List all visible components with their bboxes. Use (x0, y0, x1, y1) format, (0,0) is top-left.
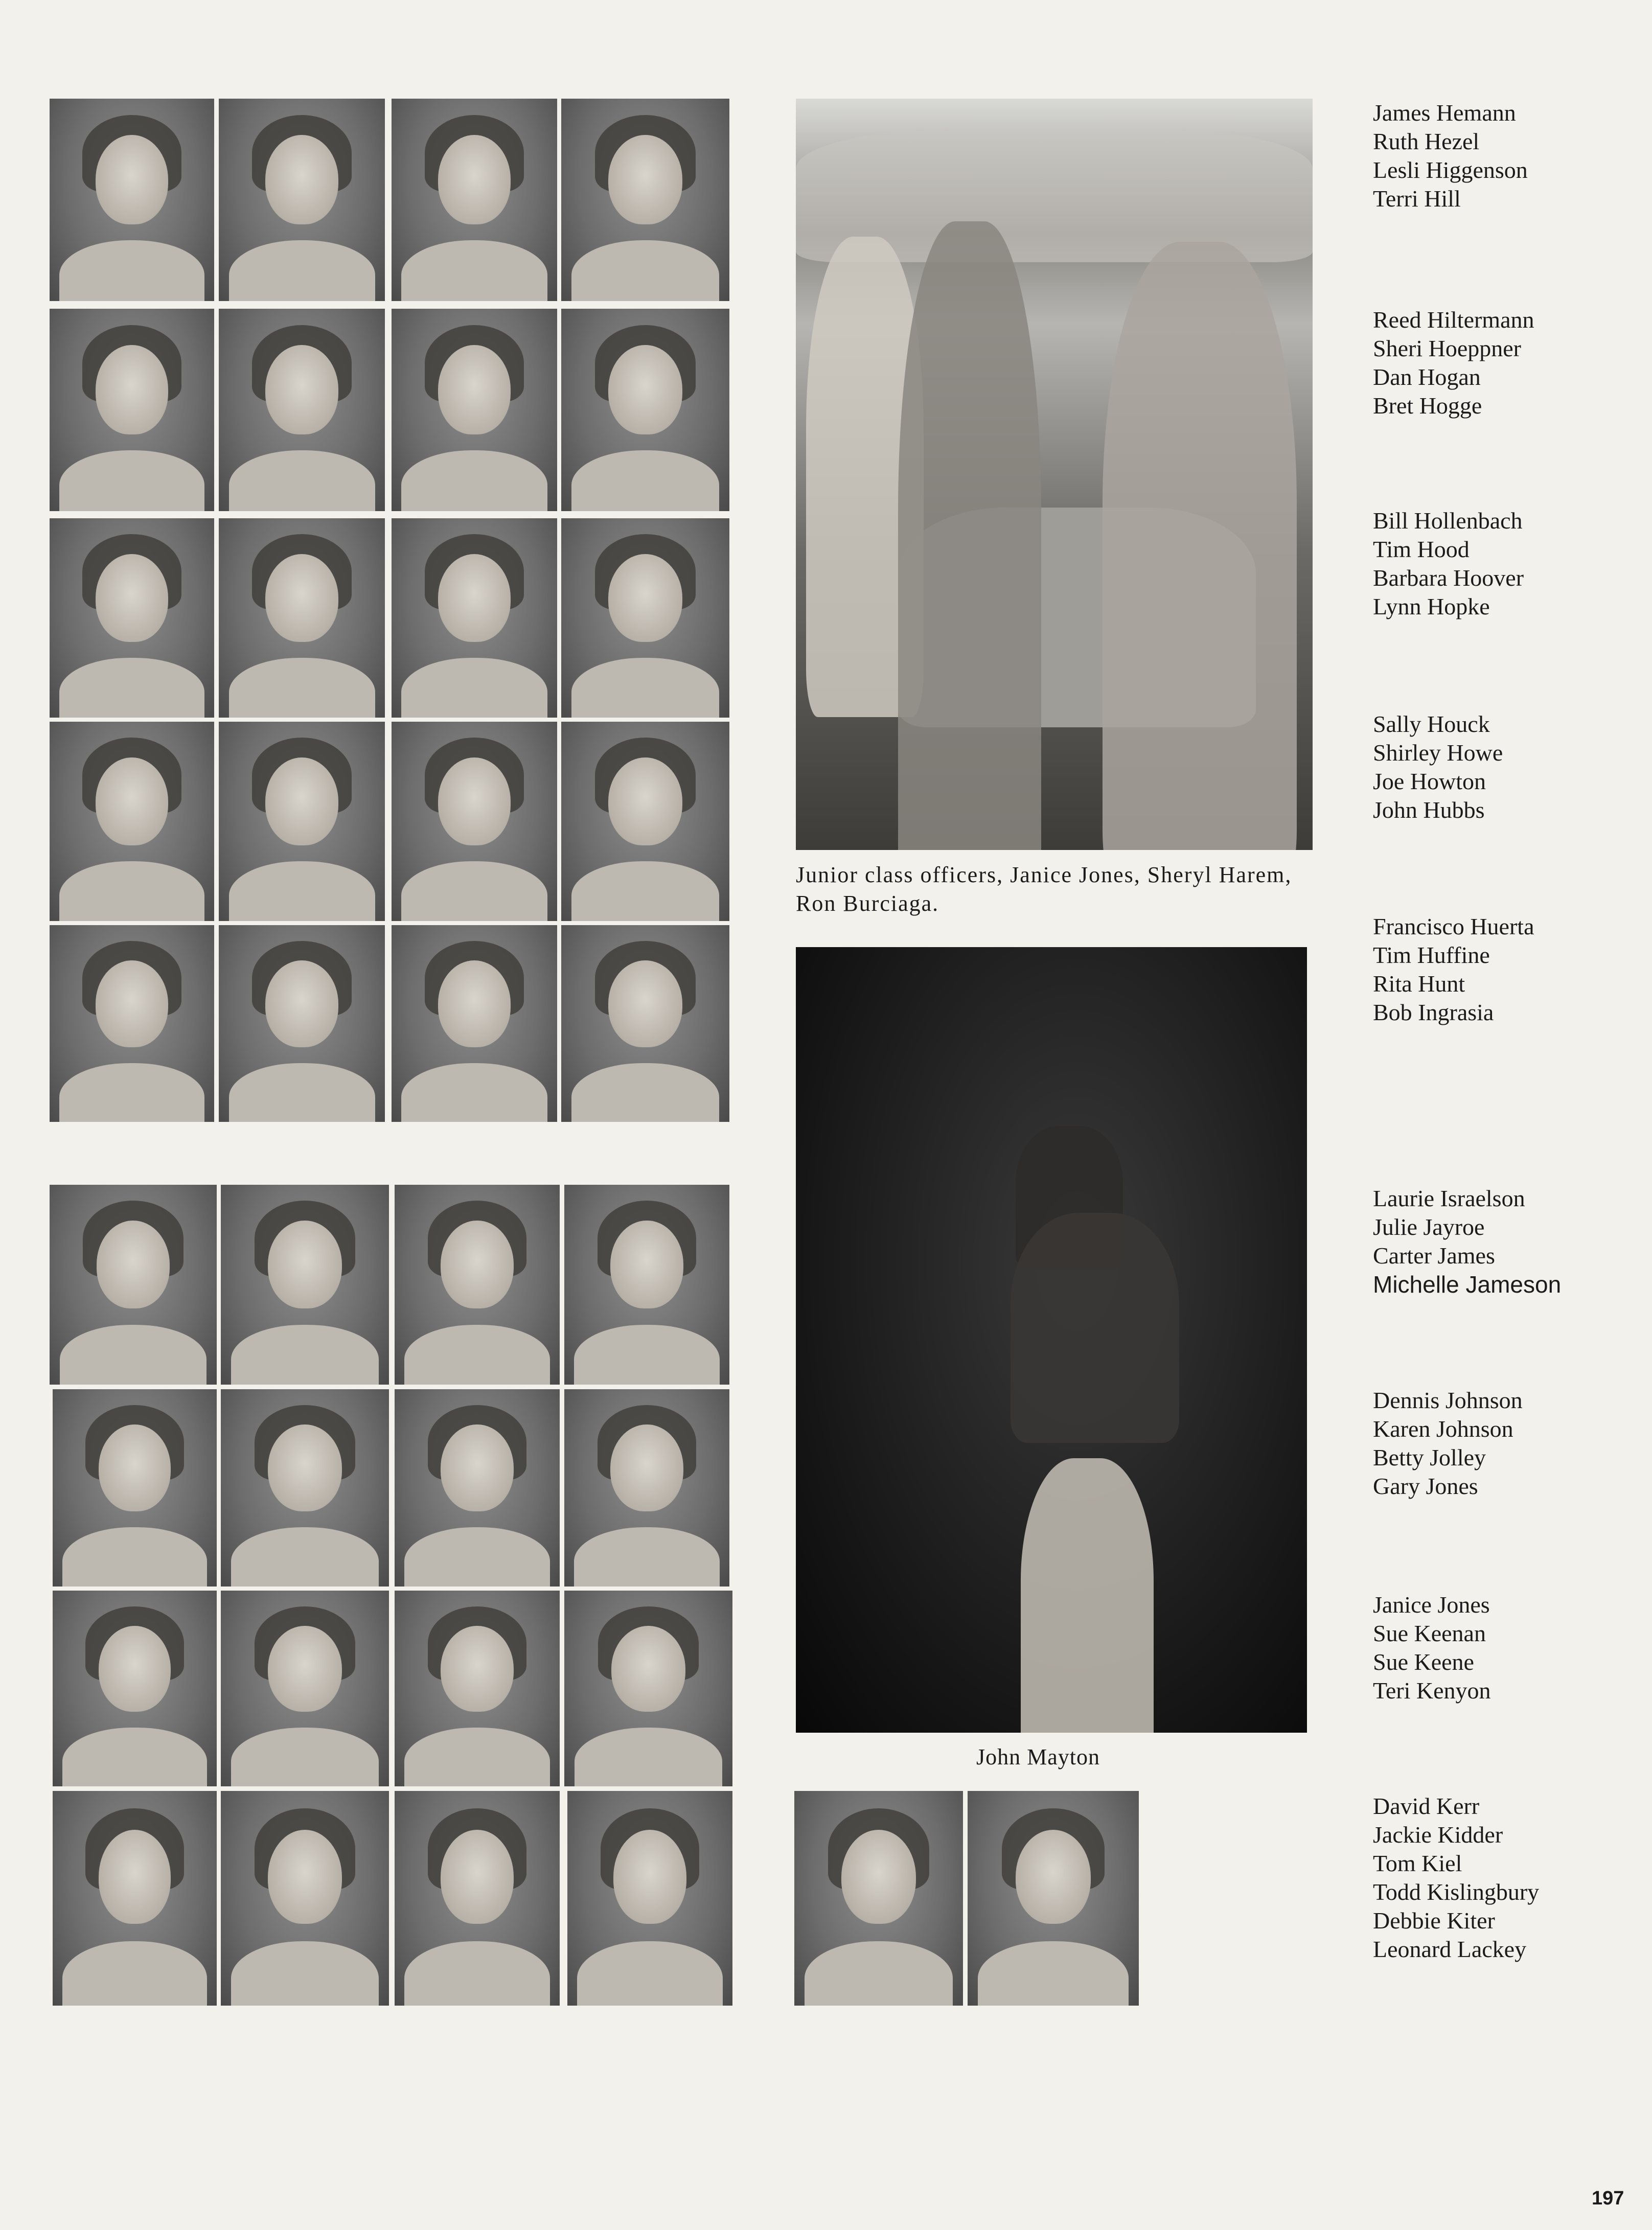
portrait-photo (50, 925, 214, 1122)
student-name: Barbara Hoover (1373, 565, 1524, 591)
officers-photo-caption: Junior class officers, Janice Jones, Sheryl Harem, Ron Burciaga. (796, 862, 1292, 916)
name-group-3 (1373, 507, 1639, 621)
portrait-photo (561, 99, 729, 301)
portrait-photo (392, 722, 557, 921)
portrait-photo (392, 518, 557, 718)
name-group-2 (1373, 306, 1639, 420)
student-name: Lesli Higgenson (1373, 157, 1528, 183)
student-name: Tom Kiel (1373, 1850, 1462, 1876)
portrait-photo (392, 309, 557, 511)
student-name: Bret Hogge (1373, 393, 1482, 419)
portrait-photo (219, 722, 385, 921)
student-name: Sue Keene (1373, 1649, 1474, 1675)
student-name: Karen Johnson (1373, 1416, 1513, 1442)
name-group-4 (1373, 710, 1639, 824)
student-name: Lynn Hopke (1373, 593, 1490, 619)
name-group-6 (1373, 1184, 1639, 1299)
portrait-photo (395, 1185, 560, 1385)
name-group-7 (1373, 1386, 1639, 1501)
portrait-photo (219, 518, 385, 718)
page-number: 197 (1592, 2188, 1624, 2209)
portrait-photo (561, 925, 729, 1122)
student-name: Michelle Jameson (1373, 1271, 1562, 1298)
student-name: Bob Ingrasia (1373, 999, 1494, 1025)
portrait-photo (221, 1591, 389, 1786)
student-name: Gary Jones (1373, 1473, 1478, 1499)
portrait-photo (50, 99, 214, 301)
student-name: Laurie Israelson (1373, 1185, 1525, 1211)
student-name: Carter James (1373, 1243, 1495, 1269)
portrait-photo (221, 1389, 389, 1587)
student-name: James Hemann (1373, 100, 1516, 126)
student-name: Todd Kislingbury (1373, 1879, 1540, 1905)
student-name: Shirley Howe (1373, 740, 1503, 766)
name-group-8 (1373, 1591, 1639, 1705)
student-name: John Hubbs (1373, 797, 1485, 823)
student-name: Dan Hogan (1373, 364, 1481, 390)
portrait-photo (395, 1389, 560, 1587)
student-name: Sally Houck (1373, 711, 1490, 737)
student-name: David Kerr (1373, 1793, 1480, 1819)
dancer-candid-photo (796, 947, 1307, 1733)
portrait-photo (53, 1791, 217, 2006)
portrait-photo (564, 1389, 729, 1587)
portrait-photo (794, 1791, 963, 2006)
student-name: Joe Howton (1373, 768, 1486, 794)
portrait-photo (392, 99, 557, 301)
portrait-photo (561, 309, 729, 511)
name-group-5 (1373, 912, 1639, 1027)
student-name: Jackie Kidder (1373, 1822, 1503, 1848)
student-name: Sue Keenan (1373, 1620, 1486, 1646)
student-name: Rita Hunt (1373, 971, 1465, 997)
portrait-photo (968, 1791, 1139, 2006)
name-group-9 (1373, 1792, 1639, 1964)
portrait-photo (219, 309, 385, 511)
portrait-photo (561, 722, 729, 921)
student-name: Betty Jolley (1373, 1444, 1486, 1470)
portrait-photo (221, 1791, 389, 2006)
student-name: Sheri Hoeppner (1373, 335, 1521, 361)
student-name: Ruth Hezel (1373, 128, 1480, 154)
student-name: Francisco Huerta (1373, 913, 1534, 939)
student-name: Julie Jayroe (1373, 1214, 1485, 1240)
portrait-photo (561, 518, 729, 718)
portrait-photo (219, 99, 385, 301)
student-name: Dennis Johnson (1373, 1387, 1523, 1413)
portrait-photo (219, 925, 385, 1122)
portrait-photo (50, 722, 214, 921)
student-name: Tim Hood (1373, 536, 1470, 562)
officers-group-photo (796, 99, 1313, 850)
portrait-photo (395, 1791, 560, 2006)
portrait-photo (392, 925, 557, 1122)
student-name: Bill Hollenbach (1373, 508, 1523, 534)
student-name: Debbie Kiter (1373, 1907, 1495, 1934)
student-name: Janice Jones (1373, 1592, 1490, 1618)
portrait-photo (50, 518, 214, 718)
student-name: Reed Hiltermann (1373, 307, 1534, 333)
portrait-photo (50, 1185, 217, 1385)
dancer-photo-caption: John Mayton (976, 1744, 1100, 1769)
student-name: Terri Hill (1373, 186, 1461, 212)
portrait-photo (564, 1591, 732, 1786)
portrait-photo (50, 309, 214, 511)
portrait-photo (221, 1185, 389, 1385)
portrait-photo (53, 1389, 217, 1587)
portrait-photo (567, 1791, 732, 2006)
student-name: Tim Huffine (1373, 942, 1490, 968)
portrait-photo (564, 1185, 729, 1385)
portrait-photo (395, 1591, 560, 1786)
student-name: Leonard Lackey (1373, 1936, 1527, 1962)
name-group-1 (1373, 99, 1639, 213)
portrait-photo (53, 1591, 217, 1786)
student-name: Teri Kenyon (1373, 1677, 1491, 1704)
